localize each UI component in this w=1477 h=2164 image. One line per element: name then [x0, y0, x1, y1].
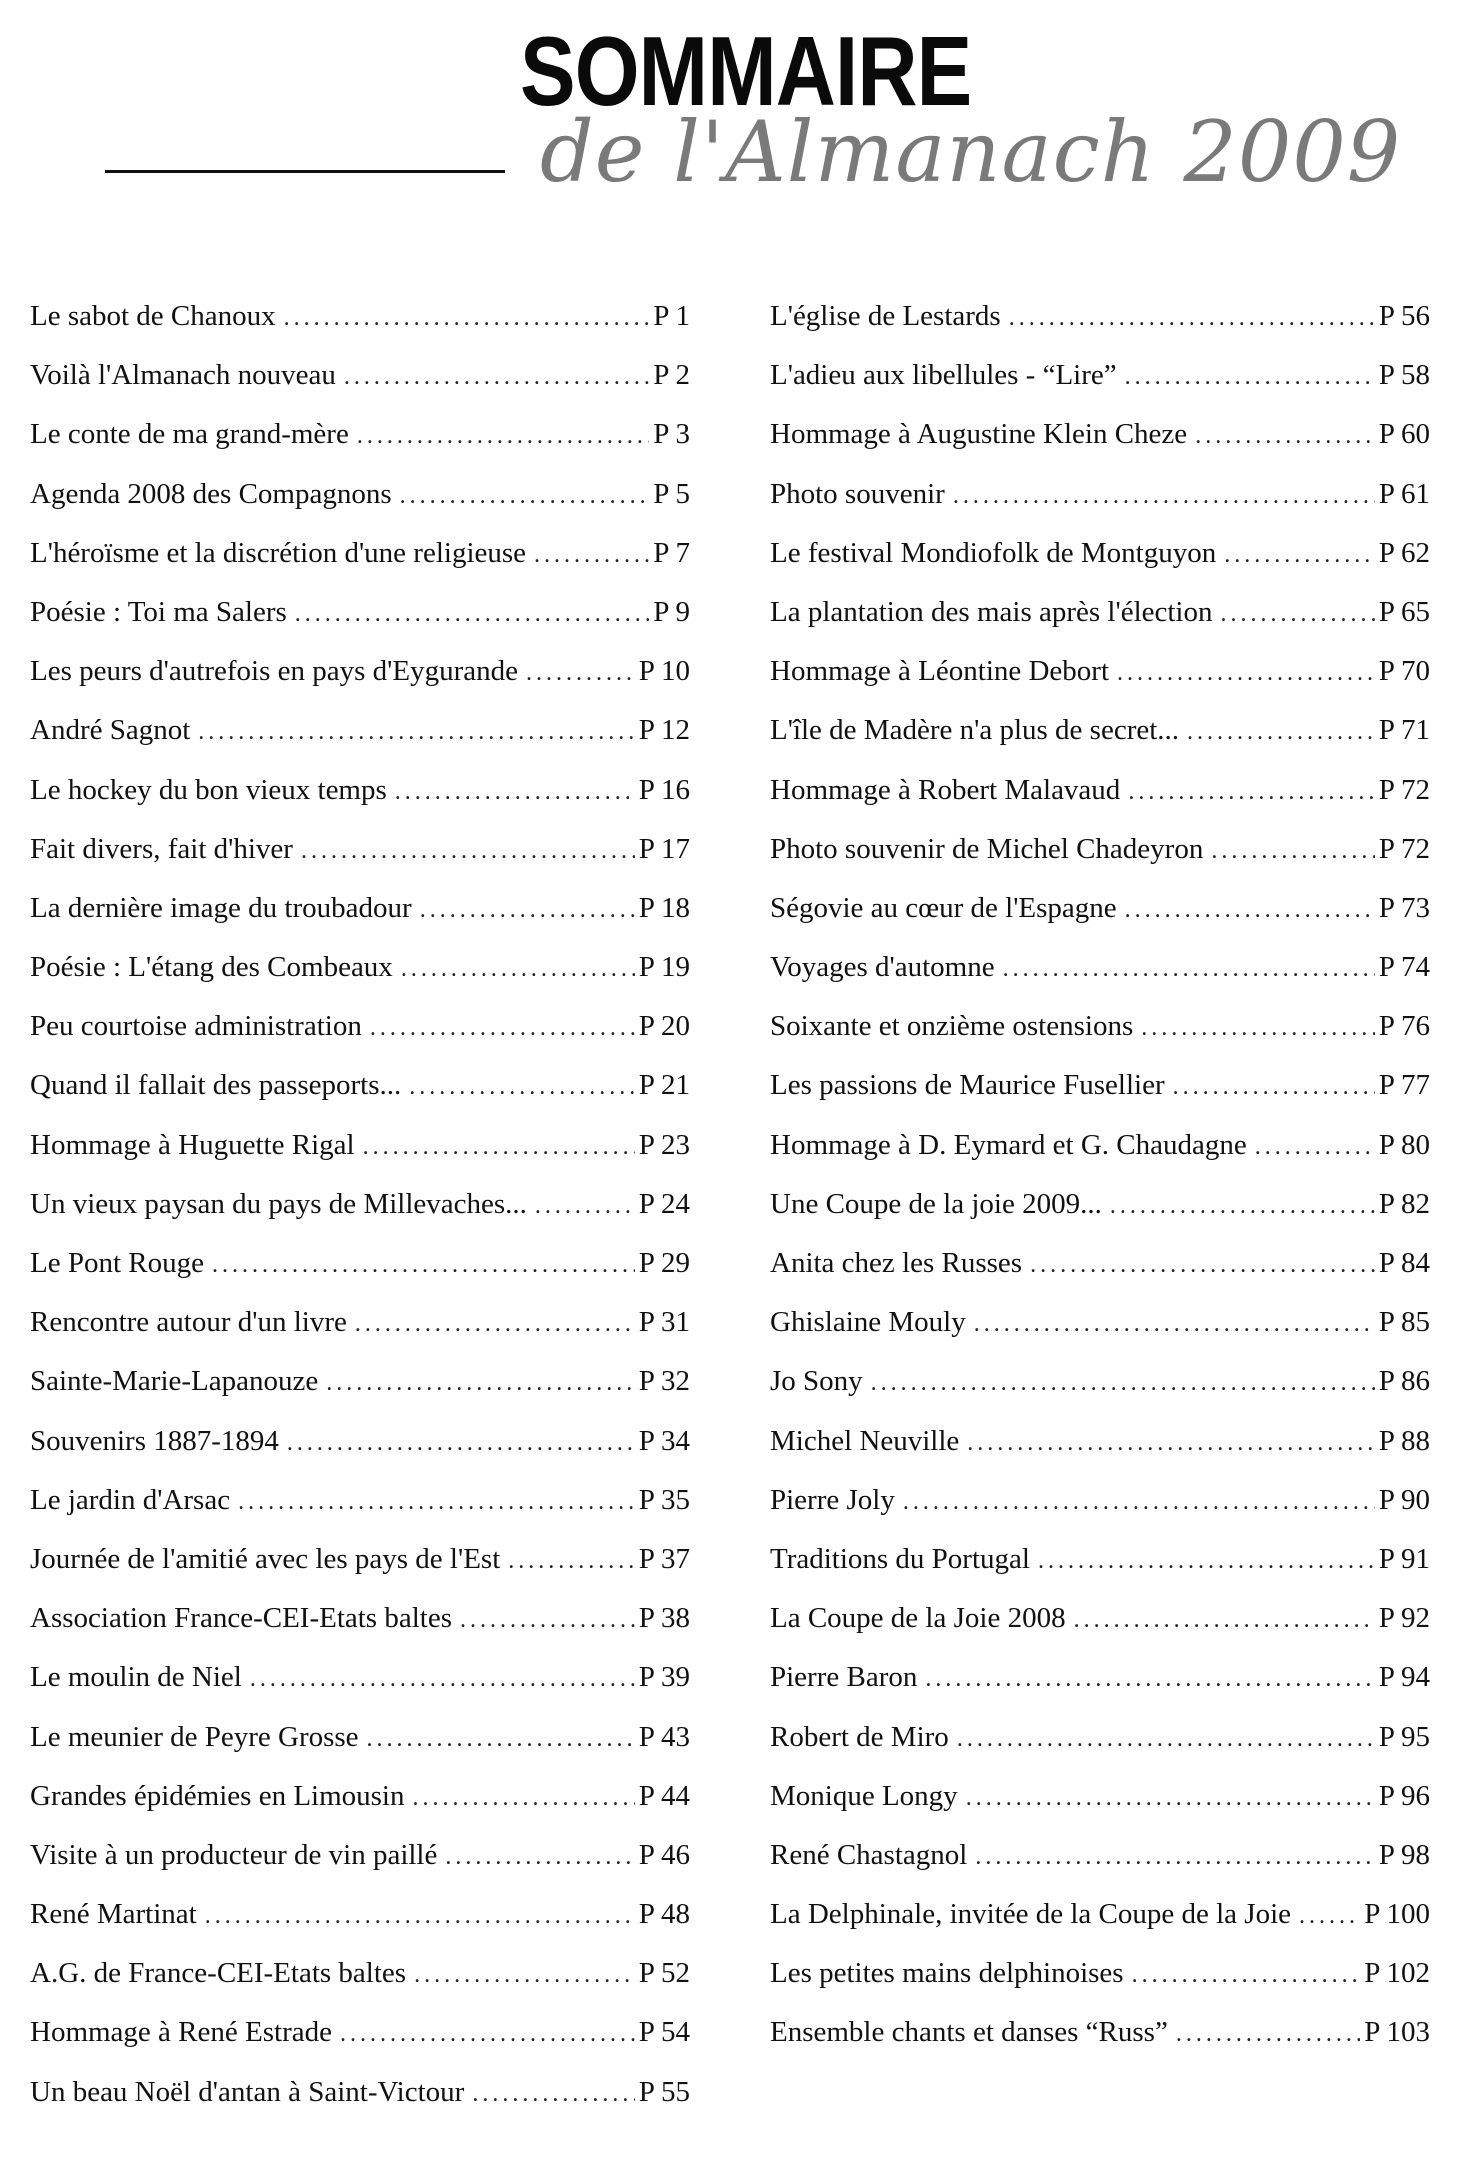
dot-leader	[1187, 719, 1375, 746]
toc-entry	[30, 1365, 690, 1424]
toc-entry-title: Le meunier de Peyre Grosse	[30, 1720, 359, 1753]
toc-entry-title: Visite à un producteur de vin paillé	[30, 1838, 438, 1871]
toc-entry	[30, 1839, 690, 1898]
toc-entry	[770, 951, 1430, 1010]
toc-entry-page: P 72	[1378, 773, 1430, 806]
toc-entry-title: Le jardin d'Arsac	[30, 1483, 231, 1516]
dot-leader	[460, 1607, 635, 1634]
dot-leader	[967, 1430, 1374, 1457]
toc-entry-page: P 10	[638, 655, 690, 688]
toc-entry	[30, 1188, 690, 1247]
toc-entry-page: P 100	[1364, 1898, 1430, 1931]
toc-entry	[770, 1721, 1430, 1780]
dot-leader	[205, 1903, 635, 1930]
toc-entry-title: Sainte-Marie-Lapanouze	[30, 1365, 319, 1398]
toc-entry	[770, 833, 1430, 892]
dot-leader	[1128, 779, 1374, 806]
toc-entry-page: P 44	[638, 1779, 690, 1812]
toc-entry-page: P 73	[1378, 891, 1430, 924]
dot-leader	[925, 1666, 1374, 1693]
toc-entry-title: Le conte de ma grand-mère	[30, 418, 349, 451]
toc-entry-title: Ensemble chants et danses “Russ”	[770, 2016, 1168, 2049]
dot-leader	[1299, 1903, 1360, 1930]
toc-entry-title: L'église de Lestards	[770, 300, 1001, 332]
toc-entry	[770, 537, 1430, 596]
toc-entry	[770, 1780, 1430, 1839]
toc-entry-page: P 37	[638, 1542, 690, 1575]
toc-entry-title: Michel Neuville	[770, 1424, 960, 1457]
toc-left-column	[30, 300, 690, 2135]
toc-entry-page: P 19	[638, 951, 690, 984]
toc-entry	[30, 418, 690, 477]
toc-entry-title: Le hockey du bon vieux temps	[30, 773, 387, 806]
dot-leader	[1132, 1962, 1361, 1989]
dot-leader	[326, 1370, 634, 1397]
toc-entry-page: P 24	[638, 1187, 690, 1220]
toc-entry	[770, 300, 1430, 359]
toc-entry	[770, 1898, 1430, 1957]
toc-entry-page: P 94	[1378, 1661, 1430, 1694]
page-title: SOMMAIRE	[520, 16, 972, 126]
dot-leader	[903, 1489, 1375, 1516]
toc-entry-title: Robert de Miro	[770, 1720, 949, 1753]
toc-entry	[770, 1010, 1430, 1069]
dot-leader	[367, 1726, 635, 1753]
toc-entry	[30, 1898, 690, 1957]
toc-entry	[30, 833, 690, 892]
dot-leader	[1009, 305, 1375, 332]
toc-entry-page: P 3	[653, 418, 690, 451]
toc-entry-title: Le Pont Rouge	[30, 1247, 204, 1279]
toc-entry-page: P 29	[638, 1247, 690, 1279]
toc-entry	[30, 1069, 690, 1128]
dot-leader	[370, 1015, 635, 1042]
toc-entry-title: Hommage à Léontine Debort	[770, 655, 1110, 688]
toc-entry-title: Les passions de Maurice Fusellier	[770, 1069, 1165, 1102]
dot-leader	[535, 1193, 635, 1220]
toc-entry-page: P 62	[1378, 536, 1430, 569]
toc-entry-page: P 103	[1364, 2016, 1430, 2049]
dot-leader	[1141, 1015, 1374, 1042]
dot-leader	[250, 1666, 635, 1693]
dot-leader	[445, 1844, 634, 1871]
toc-entry-title: Ghislaine Mouly	[770, 1306, 966, 1339]
toc-entry-page: P 85	[1378, 1306, 1430, 1339]
toc-entry	[30, 1306, 690, 1365]
toc-entry-page: P 88	[1378, 1424, 1430, 1457]
toc-entry	[30, 1010, 690, 1069]
dot-leader	[287, 1430, 635, 1457]
toc-entry	[30, 596, 690, 655]
toc-entry-title: La Coupe de la Joie 2008	[770, 1602, 1066, 1635]
toc-entry-title: Peu courtoise administration	[30, 1010, 362, 1043]
toc-entry-title: Anita chez les Russes	[770, 1247, 1023, 1279]
toc-entry-page: P 34	[638, 1424, 690, 1457]
toc-entry-page: P 60	[1378, 418, 1430, 451]
toc-entry-page: P 84	[1378, 1247, 1430, 1279]
toc-entry-title: Poésie : Toi ma Salers	[30, 595, 287, 628]
toc-entry-page: P 74	[1378, 951, 1430, 984]
toc-entry-title: Le festival Mondiofolk de Montguyon	[770, 536, 1217, 569]
toc-entry-page: P 16	[638, 773, 690, 806]
toc-entry-page: P 9	[653, 595, 690, 628]
toc-entry-page: P 82	[1378, 1187, 1430, 1220]
dot-leader	[409, 1074, 634, 1101]
toc-entry-page: P 77	[1378, 1069, 1430, 1102]
toc-entry-page: P 91	[1378, 1542, 1430, 1575]
toc-entry	[770, 1306, 1430, 1365]
toc-entry-title: Agenda 2008 des Compagnons	[30, 477, 392, 510]
dot-leader	[357, 423, 649, 450]
dot-leader	[1224, 542, 1374, 569]
toc-entry	[30, 1721, 690, 1780]
dot-leader	[1173, 1074, 1375, 1101]
dot-leader	[534, 542, 649, 569]
toc-entry-page: P 2	[653, 359, 690, 392]
toc-entry-title: Les peurs d'autrefois en pays d'Eygurande	[30, 655, 518, 688]
toc-entry-page: P 56	[1378, 300, 1430, 332]
header-rule	[105, 170, 505, 173]
toc-entry-page: P 55	[638, 2075, 690, 2108]
toc-entry	[770, 596, 1430, 655]
toc-entry-title: Soixante et onzième ostensions	[770, 1010, 1134, 1043]
toc-entry-title: Photo souvenir	[770, 477, 945, 510]
dot-leader	[1195, 423, 1375, 450]
toc-entry-page: P 70	[1378, 655, 1430, 688]
dot-leader	[1003, 956, 1375, 983]
toc-entry	[30, 655, 690, 714]
dot-leader	[526, 660, 635, 687]
toc-entry-page: P 61	[1378, 477, 1430, 510]
dot-leader	[295, 601, 649, 628]
toc-entry-page: P 95	[1378, 1720, 1430, 1753]
toc-entry-page: P 80	[1378, 1128, 1430, 1161]
dot-leader	[1074, 1607, 1375, 1634]
dot-leader	[472, 2081, 634, 2108]
toc-entry-title: Hommage à Huguette Rigal	[30, 1128, 355, 1161]
dot-leader	[400, 483, 650, 510]
toc-entry-title: Traditions du Portugal	[770, 1542, 1030, 1575]
dot-leader	[355, 1311, 635, 1338]
toc-entry	[770, 1365, 1430, 1424]
toc-entry-title: Hommage à Augustine Klein Cheze	[770, 418, 1188, 451]
dot-leader	[212, 1252, 635, 1279]
toc-entry-page: P 96	[1378, 1779, 1430, 1812]
toc-entry	[770, 1957, 1430, 2016]
dot-leader	[957, 1726, 1375, 1753]
toc-entry	[30, 1247, 690, 1306]
dot-leader	[1030, 1252, 1375, 1279]
toc-entry	[30, 774, 690, 833]
toc-entry-page: P 58	[1378, 359, 1430, 392]
toc-entry-page: P 92	[1378, 1602, 1430, 1635]
toc-entry-title: Quand il fallait des passeports...	[30, 1069, 402, 1102]
toc-entry-page: P 7	[653, 536, 690, 569]
toc-entry-title: Le moulin de Niel	[30, 1661, 242, 1694]
toc-entry	[770, 1129, 1430, 1188]
toc-entry-title: Monique Longy	[770, 1779, 958, 1812]
dot-leader	[508, 1548, 634, 1575]
dot-leader	[344, 364, 649, 391]
toc-entry-page: P 71	[1378, 714, 1430, 747]
toc-entry	[770, 359, 1430, 418]
toc-entry-page: P 23	[638, 1128, 690, 1161]
dot-leader	[966, 1785, 1375, 1812]
dot-leader	[974, 1311, 1375, 1338]
dot-leader	[395, 779, 635, 806]
dot-leader	[363, 1134, 635, 1161]
page-subtitle: de l'Almanach 2009	[540, 103, 1402, 201]
toc-entry	[770, 1425, 1430, 1484]
dot-leader	[414, 1962, 635, 1989]
toc-entry-title: Voyages d'automne	[770, 951, 995, 984]
toc-entry-title: Photo souvenir de Michel Chadeyron	[770, 832, 1204, 865]
toc-entry-title: Hommage à René Estrade	[30, 2016, 332, 2049]
toc-entry-title: Hommage à D. Eymard et G. Chaudagne	[770, 1128, 1247, 1161]
dot-leader	[198, 719, 634, 746]
toc-entry-page: P 18	[638, 891, 690, 924]
toc-entry-page: P 102	[1364, 1957, 1430, 1990]
toc-entry	[30, 1484, 690, 1543]
toc-entry-page: P 90	[1378, 1483, 1430, 1516]
dot-leader	[953, 483, 1375, 510]
toc-entry-title: L'adieu aux libellules - “Lire”	[770, 359, 1117, 392]
toc-entry	[770, 1247, 1430, 1306]
toc-entry	[770, 892, 1430, 951]
toc-entry	[30, 300, 690, 359]
toc-entry-page: P 72	[1378, 832, 1430, 865]
toc-entry	[30, 1129, 690, 1188]
toc-entry	[30, 478, 690, 537]
toc-entry-title: La plantation des mais après l'élection	[770, 595, 1213, 628]
toc-entry-title: Pierre Baron	[770, 1661, 918, 1694]
toc-entry-title: Un vieux paysan du pays de Millevaches...	[30, 1187, 527, 1220]
toc-entry-title: Voilà l'Almanach nouveau	[30, 359, 336, 392]
toc-entry-title: L'île de Madère n'a plus de secret...	[770, 714, 1180, 747]
toc-entry	[30, 2076, 690, 2135]
toc-entry	[30, 892, 690, 951]
toc-entry-title: La Delphinale, invitée de la Coupe de la Joie	[770, 1898, 1292, 1931]
toc-entry-page: P 65	[1378, 595, 1430, 628]
toc-entry-page: P 17	[638, 832, 690, 865]
dot-leader	[301, 838, 635, 865]
toc-entry	[770, 655, 1430, 714]
toc-right-column	[770, 300, 1430, 2076]
toc-entry	[770, 2016, 1430, 2075]
toc-entry-page: P 98	[1378, 1838, 1430, 1871]
toc-entry-page: P 76	[1378, 1010, 1430, 1043]
toc-entry-page: P 38	[638, 1602, 690, 1635]
toc-entry-page: P 54	[638, 2016, 690, 2049]
toc-entry	[30, 1543, 690, 1602]
toc-entry	[30, 951, 690, 1010]
toc-entry	[30, 1602, 690, 1661]
dot-leader	[871, 1370, 1375, 1397]
dot-leader	[1125, 897, 1375, 924]
toc-entry-title: Grandes épidémies en Limousin	[30, 1779, 405, 1812]
toc-entry	[30, 537, 690, 596]
dot-leader	[1255, 1134, 1375, 1161]
dot-leader	[1110, 1193, 1375, 1220]
toc-entry-title: L'héroïsme et la discrétion d'une religieuse	[30, 536, 527, 569]
toc-entry-page: P 21	[638, 1069, 690, 1102]
toc-entry	[30, 1780, 690, 1839]
toc-entry-title: Hommage à Robert Malavaud	[770, 773, 1121, 806]
toc-entry-page: P 5	[653, 477, 690, 510]
toc-entry-title: Les petites mains delphinoises	[770, 1957, 1124, 1990]
toc-entry-title: Une Coupe de la joie 2009...	[770, 1187, 1102, 1220]
toc-entry	[30, 2016, 690, 2075]
toc-entry	[770, 1661, 1430, 1720]
dot-leader	[284, 305, 650, 332]
toc-entry	[30, 359, 690, 418]
toc-entry	[30, 1425, 690, 1484]
toc-entry-title: Ségovie au cœur de l'Espagne	[770, 891, 1117, 924]
toc-entry-page: P 1	[653, 300, 690, 332]
toc-entry-title: Rencontre autour d'un livre	[30, 1306, 347, 1339]
dot-leader	[1176, 2021, 1360, 2048]
page-header	[0, 0, 1477, 220]
toc-entry	[770, 1069, 1430, 1128]
toc-entry-title: Poésie : L'étang des Combeaux	[30, 951, 393, 984]
toc-entry-page: P 39	[638, 1661, 690, 1694]
toc-entry-title: René Chastagnol	[770, 1838, 968, 1871]
toc-entry-page: P 12	[638, 714, 690, 747]
dot-leader	[401, 956, 635, 983]
dot-leader	[413, 1785, 635, 1812]
toc-entry-page: P 32	[638, 1365, 690, 1398]
toc-entry	[770, 418, 1430, 477]
toc-entry-title: André Sagnot	[30, 714, 191, 747]
toc-entry-page: P 31	[638, 1306, 690, 1339]
toc-entry	[30, 1957, 690, 2016]
toc-entry	[770, 1188, 1430, 1247]
toc-entry	[770, 714, 1430, 773]
dot-leader	[1211, 838, 1374, 865]
toc-entry-title: Journée de l'amitié avec les pays de l'Est	[30, 1542, 501, 1575]
dot-leader	[420, 897, 635, 924]
toc-entry-title: Association France-CEI-Etats baltes	[30, 1602, 452, 1635]
toc-entry-page: P 43	[638, 1720, 690, 1753]
toc-entry	[30, 714, 690, 773]
toc-entry-title: A.G. de France-CEI-Etats baltes	[30, 1957, 407, 1990]
toc-entry-title: La dernière image du troubadour	[30, 891, 412, 924]
toc-entry-title: René Martinat	[30, 1898, 197, 1931]
toc-entry	[770, 774, 1430, 833]
dot-leader	[1038, 1548, 1375, 1575]
toc-entry-page: P 48	[638, 1898, 690, 1931]
dot-leader	[340, 2021, 635, 2048]
dot-leader	[975, 1844, 1374, 1871]
dot-leader	[1221, 601, 1375, 628]
toc-entry-title: Un beau Noël d'antan à Saint-Victour	[30, 2075, 465, 2108]
toc-entry-page: P 86	[1378, 1365, 1430, 1398]
toc-entry-page: P 52	[638, 1957, 690, 1990]
toc-entry-title: Souvenirs 1887-1894	[30, 1424, 279, 1457]
toc-entry	[30, 1661, 690, 1720]
toc-entry	[770, 478, 1430, 537]
dot-leader	[1125, 364, 1375, 391]
toc-entry-title: Pierre Joly	[770, 1483, 895, 1516]
toc-entry-title: Jo Sony	[770, 1365, 863, 1398]
toc-entry-title: Fait divers, fait d'hiver	[30, 832, 293, 865]
toc-entry-page: P 20	[638, 1010, 690, 1043]
toc-entry	[770, 1543, 1430, 1602]
dot-leader	[238, 1489, 635, 1516]
toc-entry-title: Le sabot de Chanoux	[30, 300, 276, 332]
toc-entry	[770, 1602, 1430, 1661]
toc-entry-page: P 46	[638, 1838, 690, 1871]
toc-entry-page: P 35	[638, 1483, 690, 1516]
toc-entry	[770, 1839, 1430, 1898]
dot-leader	[1117, 660, 1375, 687]
toc-entry	[770, 1484, 1430, 1543]
